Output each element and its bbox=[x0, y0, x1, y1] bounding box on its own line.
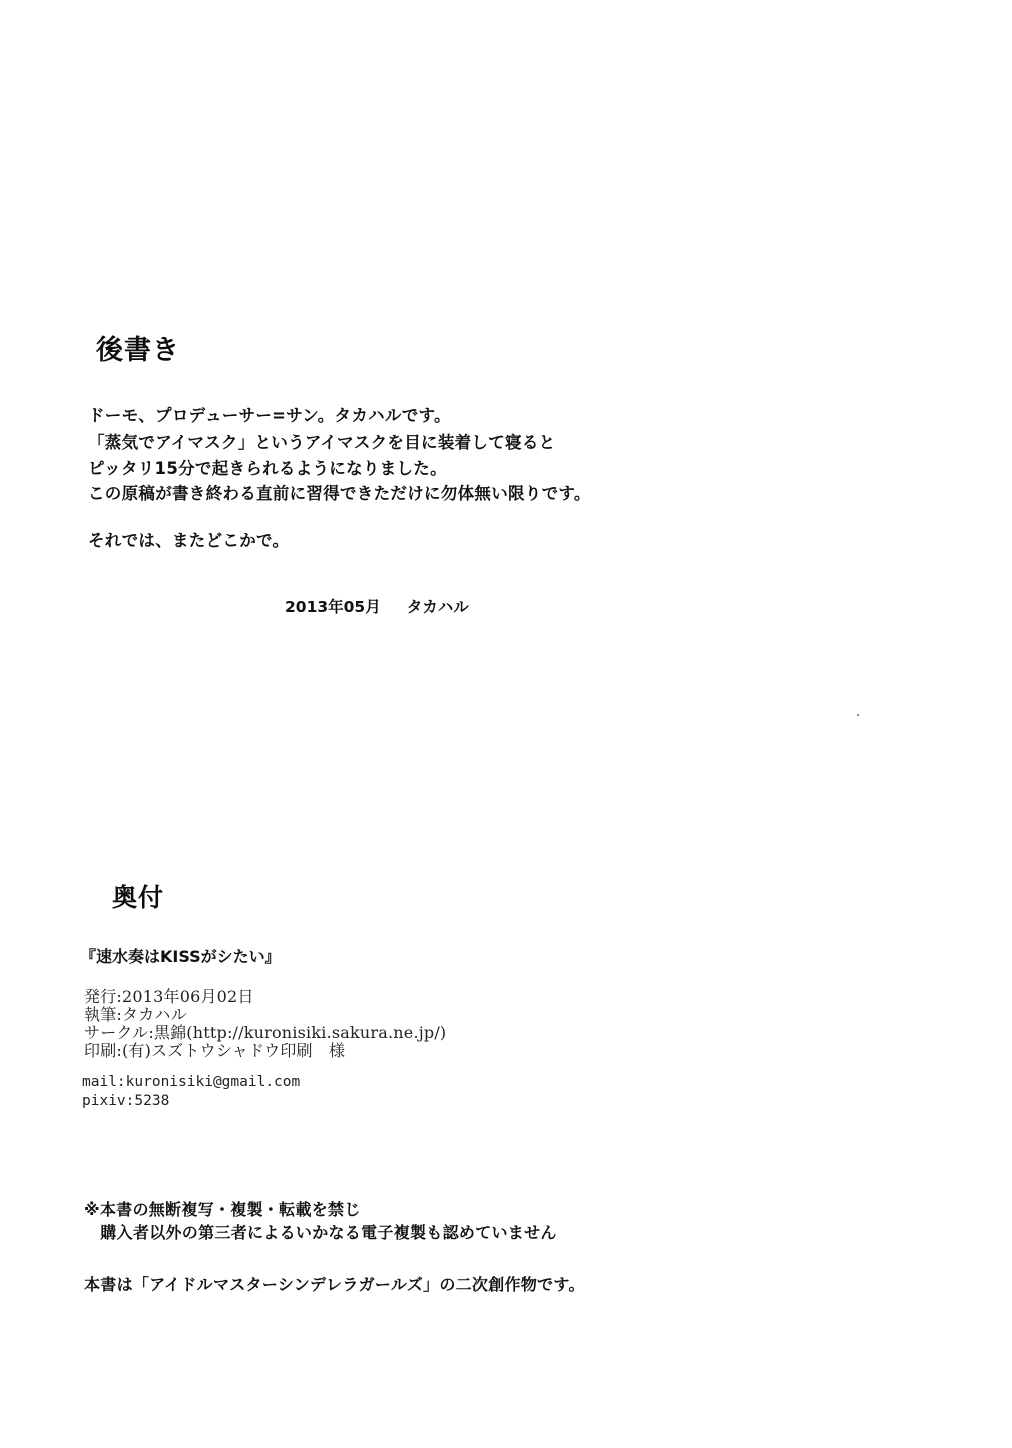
copyright-notice-line-1: ※本書の無断複写・複製・転載を禁じ bbox=[84, 1200, 361, 1219]
afterword-line-2: 「蒸気でアイマスク」というアイマスクを目に装着して寝ると bbox=[88, 433, 556, 452]
afterword-closing: それでは、またどこかで。 bbox=[88, 531, 290, 550]
afterword-line-4: この原稿が書き終わる直前に習得できただけに勿体無い限りです。 bbox=[88, 484, 591, 503]
afterword-author: タカハル bbox=[406, 598, 469, 616]
afterword-heading: 後書き bbox=[96, 335, 180, 366]
contact-mail: mail:kuronisiki@gmail.com bbox=[82, 1074, 301, 1090]
book-title: 『速水奏はKISSがシたい』 bbox=[80, 947, 281, 966]
colophon-heading: 奥付 bbox=[112, 883, 165, 912]
print-speck bbox=[857, 714, 859, 716]
copyright-notice-line-2: 購入者以外の第三者によるいかなる電子複製も認めていません bbox=[84, 1223, 557, 1242]
afterword-date: 2013年05月 bbox=[285, 598, 381, 616]
circle-credit: サークル:黒錦(http://kuronisiki.sakura.ne.jp/) bbox=[84, 1023, 447, 1042]
afterword-line-3: ピッタリ15分で起きられるようになりました。 bbox=[88, 459, 447, 478]
afterword-line-1: ドーモ、プロデューサー=サン。タカハルです。 bbox=[88, 406, 451, 425]
author-credit: 執筆:タカハル bbox=[84, 1005, 187, 1024]
derivative-disclaimer: 本書は「アイドルマスターシンデレラガールズ」の二次創作物です。 bbox=[84, 1275, 585, 1294]
publish-date: 発行:2013年06月02日 bbox=[84, 987, 254, 1006]
printer-credit: 印刷:(有)スズトウシャドウ印刷 様 bbox=[84, 1041, 346, 1060]
afterword-signature bbox=[285, 595, 469, 617]
contact-pixiv: pixiv:5238 bbox=[82, 1093, 170, 1109]
